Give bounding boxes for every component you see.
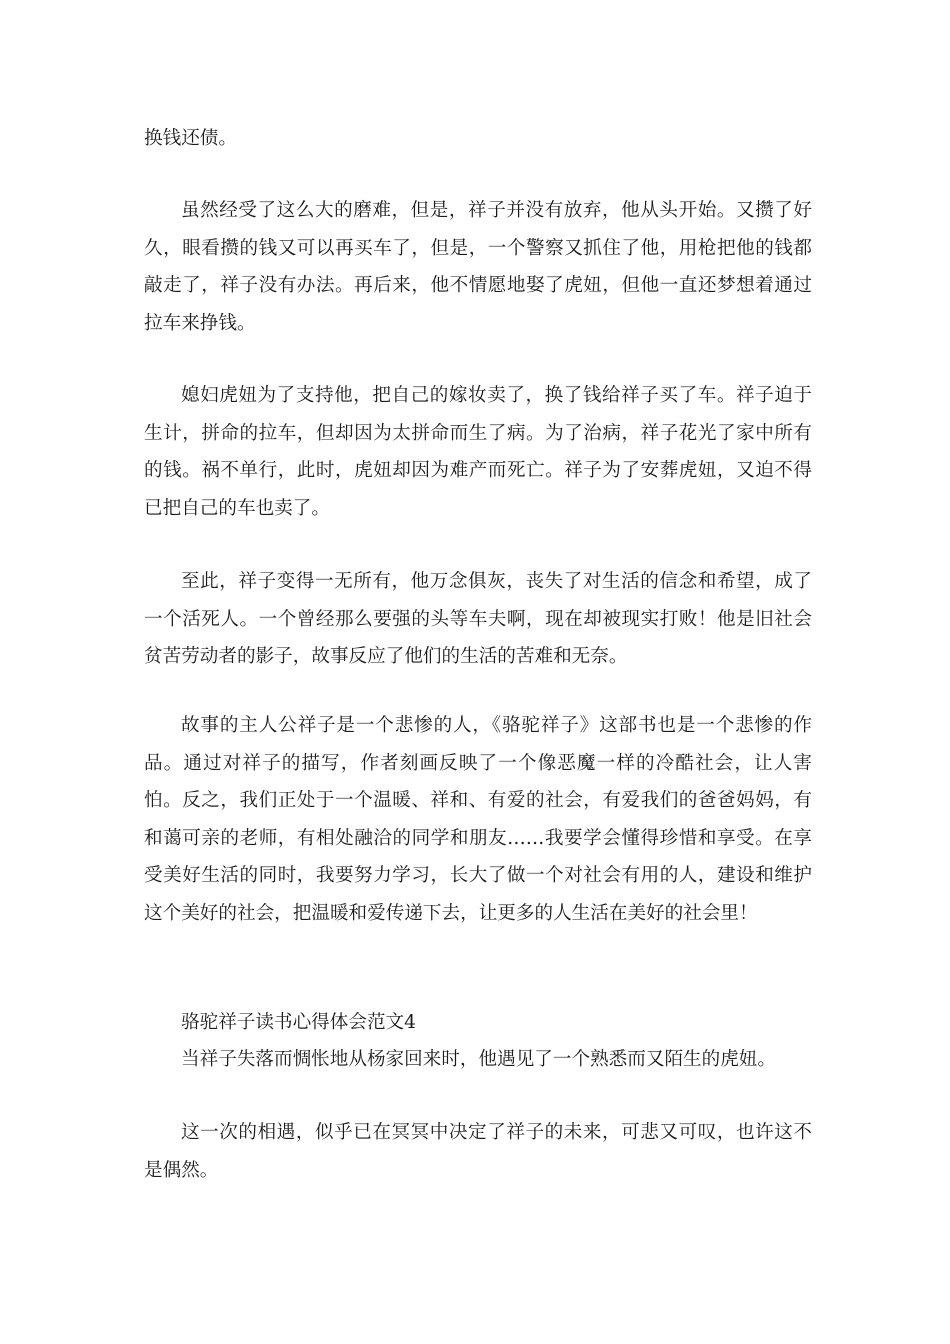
paragraph-despair: 至此，祥子变得一无所有，他万念俱灰，丧失了对生活的信念和希望，成了一个活死人。一个曾经那么要强的头等车夫啊，现在却被现实打败！他是旧社会贫苦劳动者的影子，故事反应了他们的生活的苦难和无奈。 (144, 571, 812, 667)
paragraph-reflection: 故事的主人公祥子是一个悲惨的人，《骆驼祥子》这部书也是一个悲惨的作品。通过对祥子的描写，作者刻画反映了一个像恶魔一样的冷酷社会，让人害怕。反之，我们正处于一个温暖、祥和、有爱的社会，有爱我们的爸爸妈妈，有和蔼可亲的老师，有相处融洽的同学和朋友……我要学会懂得珍惜和享受。在享受美好生活的同时，我要努力学习，长大了做一个对社会有用的人，建设和维护这个美好的社会，把温暖和爱传递下去，让更多的人生活在美好的社会里！ (144, 715, 812, 924)
paragraph-continuation: 换钱还债。 (144, 128, 237, 149)
paragraph-hu-niu: 媳妇虎妞为了支持他，把自己的嫁妆卖了，换了钱给祥子买了车。祥子迫于生计，拼命的拉车，但却因为太拼命而生了病。为了治病，祥子花光了家中所有的钱。祸不单行，此时，虎妞却因为难产而死亡。祥子为了安葬虎妞，又迫不得已把自己的车也卖了。 (144, 385, 812, 519)
paragraph-encounter: 当祥子失落而惆怅地从杨家回来时，他遇见了一个熟悉而又陌生的虎妞。 (181, 1049, 777, 1070)
paragraph-hardship: 虽然经受了这么大的磨难，但是，祥子并没有放弃，他从头开始。又攒了好久，眼看攒的钱又可以再买车了，但是，一个警察又抓住了他，用枪把他的钱都敲走了，祥子没有办法。再后来，他不情愿地娶了虎妞，但他一直还梦想着通过拉车来挣钱。 (144, 200, 812, 334)
paragraph-fate: 这一次的相遇，似乎已在冥冥中决定了祥子的未来，可悲又可叹，也许这不是偶然。 (144, 1122, 812, 1181)
section-heading: 骆驼祥子读书心得体会范文4 (181, 1012, 416, 1033)
